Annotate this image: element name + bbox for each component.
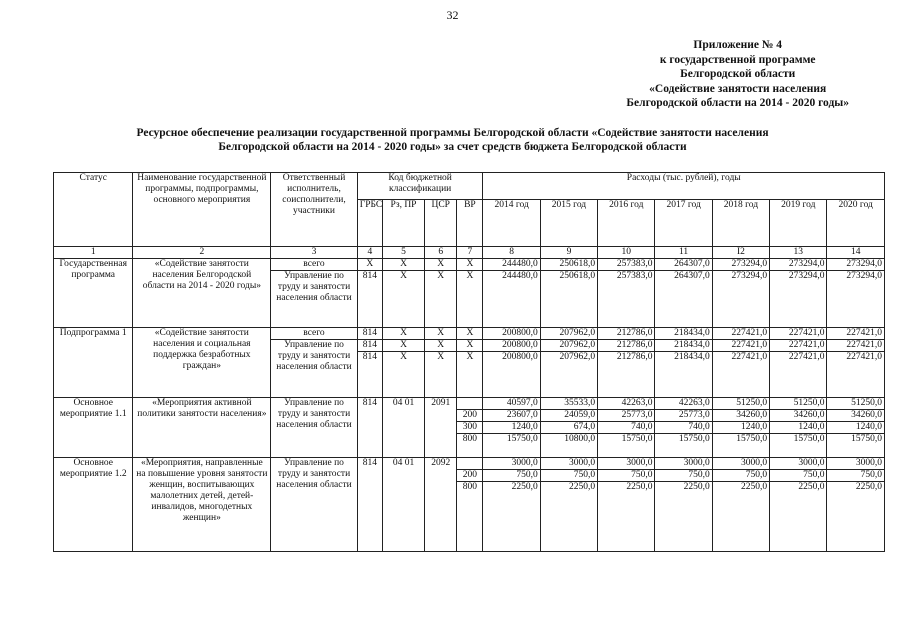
value-cell: 35533,0: [540, 398, 597, 410]
value-cell: 3000,0: [827, 458, 885, 470]
rzpr-cell: 04 01: [382, 458, 424, 552]
value-cell: 3000,0: [598, 458, 655, 470]
value-cell: 244480,0: [483, 259, 540, 271]
rzpr-cell: 04 01: [382, 398, 424, 458]
header-responsible: Ответственный исполнитель, соисполнители, участники: [271, 173, 358, 247]
value-cell: 244480,0: [483, 271, 540, 328]
value-cell: 3000,0: [483, 458, 540, 470]
header-year: 2016 год: [598, 200, 655, 247]
value-cell: 674,0: [540, 422, 597, 434]
column-number: 10: [598, 247, 655, 259]
value-cell: 200800,0: [483, 328, 540, 340]
responsible-cell: Управление по труду и занятости населения области: [271, 458, 358, 552]
value-cell: 3000,0: [655, 458, 712, 470]
value-cell: 227421,0: [712, 340, 769, 352]
header-rzpr: Рз, ПР: [382, 200, 424, 247]
value-cell: 273294,0: [712, 259, 769, 271]
header-year: 2019 год: [770, 200, 827, 247]
value-cell: 1240,0: [827, 422, 885, 434]
value-cell: 212786,0: [598, 340, 655, 352]
vr-cell: X: [457, 328, 483, 340]
csr-cell: X: [425, 271, 457, 328]
vr-cell: [457, 398, 483, 410]
value-cell: 750,0: [770, 470, 827, 482]
value-cell: 1240,0: [712, 422, 769, 434]
value-cell: 750,0: [827, 470, 885, 482]
value-cell: 218434,0: [655, 340, 712, 352]
value-cell: 42263,0: [598, 398, 655, 410]
value-cell: 264307,0: [655, 271, 712, 328]
value-cell: 51250,0: [712, 398, 769, 410]
responsible-cell: всего: [271, 259, 358, 271]
page-number: 32: [446, 8, 459, 22]
name-cell: «Содействие занятости населения Белгородской области на 2014 - 2020 годы»: [133, 259, 271, 328]
value-cell: 25773,0: [655, 410, 712, 422]
value-cell: 250618,0: [540, 259, 597, 271]
value-cell: 250618,0: [540, 271, 597, 328]
appendix-line: Белгородской области: [680, 68, 796, 80]
header-grbs: ГРБС: [357, 200, 382, 247]
column-number: 3: [271, 247, 358, 259]
appendix-header: [626, 38, 849, 111]
rzpr-cell: X: [382, 352, 424, 398]
column-number: 5: [382, 247, 424, 259]
value-cell: 212786,0: [598, 328, 655, 340]
value-cell: 1240,0: [483, 422, 540, 434]
value-cell: 2250,0: [827, 482, 885, 552]
vr-cell: 800: [457, 434, 483, 458]
value-cell: 212786,0: [598, 352, 655, 398]
vr-cell: 200: [457, 470, 483, 482]
name-cell: «Мероприятия активной политики занятости населения»: [133, 398, 271, 458]
header-year: 2017 год: [655, 200, 712, 247]
value-cell: 750,0: [483, 470, 540, 482]
grbs-cell: 814: [357, 271, 382, 328]
name-cell: «Содействие занятости населения и социальная поддержка безработных граждан»: [133, 328, 271, 398]
column-number: 14: [827, 247, 885, 259]
grbs-cell: 814: [357, 340, 382, 352]
vr-cell: 800: [457, 482, 483, 552]
grbs-cell: 814: [357, 328, 382, 340]
column-number: 9: [540, 247, 597, 259]
value-cell: 273294,0: [712, 271, 769, 328]
column-number: 4: [357, 247, 382, 259]
vr-cell: [457, 458, 483, 470]
value-cell: 207962,0: [540, 340, 597, 352]
vr-cell: X: [457, 259, 483, 271]
header-status: Статус: [54, 173, 133, 247]
value-cell: 2250,0: [483, 482, 540, 552]
table-row: [54, 328, 885, 340]
table-row: [54, 398, 885, 410]
value-cell: 42263,0: [655, 398, 712, 410]
value-cell: 2250,0: [655, 482, 712, 552]
value-cell: 273294,0: [770, 259, 827, 271]
header-budget-code: Код бюджетной классификации: [357, 173, 483, 200]
rzpr-cell: X: [382, 328, 424, 340]
value-cell: 257383,0: [598, 271, 655, 328]
value-cell: 227421,0: [770, 352, 827, 398]
value-cell: 218434,0: [655, 328, 712, 340]
header-name: Наименование государственной программы, подпрограммы, основного мероприятия: [133, 173, 271, 247]
header-csr: ЦСР: [425, 200, 457, 247]
value-cell: 10800,0: [540, 434, 597, 458]
status-cell: Подпрограмма 1: [54, 328, 133, 398]
column-number: 13: [770, 247, 827, 259]
value-cell: 15750,0: [827, 434, 885, 458]
header-vr: ВР: [457, 200, 483, 247]
value-cell: 227421,0: [827, 328, 885, 340]
responsible-cell: Управление по труду и занятости населения области: [271, 271, 358, 328]
grbs-cell: 814: [357, 352, 382, 398]
value-cell: 227421,0: [827, 340, 885, 352]
value-cell: 750,0: [712, 470, 769, 482]
header-year: 2015 год: [540, 200, 597, 247]
vr-cell: 200: [457, 410, 483, 422]
value-cell: 2250,0: [770, 482, 827, 552]
csr-cell: 2092: [425, 458, 457, 552]
column-number: 6: [425, 247, 457, 259]
csr-cell: 2091: [425, 398, 457, 458]
title-line: Ресурсное обеспечение реализации государственной программы Белгородской области «Содействие занятости населения: [136, 127, 769, 139]
value-cell: 207962,0: [540, 328, 597, 340]
value-cell: 257383,0: [598, 259, 655, 271]
value-cell: 40597,0: [483, 398, 540, 410]
csr-cell: X: [425, 340, 457, 352]
column-number: I2: [712, 247, 769, 259]
vr-cell: X: [457, 340, 483, 352]
rzpr-cell: X: [382, 340, 424, 352]
value-cell: 15750,0: [598, 434, 655, 458]
responsible-cell: Управление по труду и занятости населения области: [271, 340, 358, 398]
column-number: 8: [483, 247, 540, 259]
responsible-cell: Управление по труду и занятости населения области: [271, 398, 358, 458]
value-cell: 200800,0: [483, 340, 540, 352]
vr-cell: X: [457, 352, 483, 398]
value-cell: 740,0: [655, 422, 712, 434]
vr-cell: 300: [457, 422, 483, 434]
status-cell: Основное мероприятие 1.2: [54, 458, 133, 552]
grbs-cell: X: [357, 259, 382, 271]
document-title: [60, 126, 845, 154]
value-cell: 750,0: [540, 470, 597, 482]
value-cell: 2250,0: [540, 482, 597, 552]
value-cell: 227421,0: [827, 352, 885, 398]
value-cell: 273294,0: [827, 259, 885, 271]
value-cell: 227421,0: [712, 352, 769, 398]
value-cell: 34260,0: [827, 410, 885, 422]
column-number: 2: [133, 247, 271, 259]
appendix-line: Белгородской области на 2014 - 2020 годы»: [626, 97, 849, 109]
value-cell: 750,0: [655, 470, 712, 482]
table-row: [54, 259, 885, 271]
header-year: 2014 год: [483, 200, 540, 247]
value-cell: 51250,0: [827, 398, 885, 410]
name-cell: «Мероприятия, направленные на повышение уровня занятости женщин, воспитывающих малолетних детей, детей-инвалидов, многодетных женщин»: [133, 458, 271, 552]
grbs-cell: 814: [357, 458, 382, 552]
value-cell: 25773,0: [598, 410, 655, 422]
csr-cell: X: [425, 328, 457, 340]
value-cell: 3000,0: [770, 458, 827, 470]
column-number: 1: [54, 247, 133, 259]
value-cell: 2250,0: [598, 482, 655, 552]
value-cell: 207962,0: [540, 352, 597, 398]
value-cell: 200800,0: [483, 352, 540, 398]
value-cell: 273294,0: [770, 271, 827, 328]
status-cell: Основное мероприятие 1.1: [54, 398, 133, 458]
value-cell: 15750,0: [655, 434, 712, 458]
value-cell: 3000,0: [712, 458, 769, 470]
header-year: 2018 год: [712, 200, 769, 247]
value-cell: 227421,0: [712, 328, 769, 340]
appendix-line: к государственной программе: [659, 53, 816, 66]
responsible-cell: всего: [271, 328, 358, 340]
column-number: 11: [655, 247, 712, 259]
status-cell: Государственная программа: [54, 259, 133, 328]
value-cell: 273294,0: [827, 271, 885, 328]
header-expenses: Расходы (тыс. рублей), годы: [483, 173, 885, 200]
rzpr-cell: X: [382, 259, 424, 271]
csr-cell: X: [425, 352, 457, 398]
value-cell: 34260,0: [712, 410, 769, 422]
value-cell: 227421,0: [770, 340, 827, 352]
title-line: Белгородской области на 2014 - 2020 годы» за счет средств бюджета Белгородской области: [218, 141, 687, 153]
value-cell: 15750,0: [770, 434, 827, 458]
value-cell: 750,0: [598, 470, 655, 482]
appendix-line: Приложение № 4: [693, 39, 782, 51]
csr-cell: X: [425, 259, 457, 271]
value-cell: 1240,0: [770, 422, 827, 434]
resource-table: [53, 172, 885, 552]
appendix-line: «Содействие занятости населения: [649, 82, 827, 95]
value-cell: 51250,0: [770, 398, 827, 410]
value-cell: 264307,0: [655, 259, 712, 271]
vr-cell: X: [457, 271, 483, 328]
value-cell: 227421,0: [770, 328, 827, 340]
value-cell: 740,0: [598, 422, 655, 434]
value-cell: 15750,0: [712, 434, 769, 458]
column-number: 7: [457, 247, 483, 259]
header-year: 2020 год: [827, 200, 885, 247]
value-cell: 23607,0: [483, 410, 540, 422]
value-cell: 2250,0: [712, 482, 769, 552]
value-cell: 15750,0: [483, 434, 540, 458]
table-row: [54, 458, 885, 470]
rzpr-cell: X: [382, 271, 424, 328]
value-cell: 24059,0: [540, 410, 597, 422]
value-cell: 218434,0: [655, 352, 712, 398]
value-cell: 3000,0: [540, 458, 597, 470]
grbs-cell: 814: [357, 398, 382, 458]
value-cell: 34260,0: [770, 410, 827, 422]
